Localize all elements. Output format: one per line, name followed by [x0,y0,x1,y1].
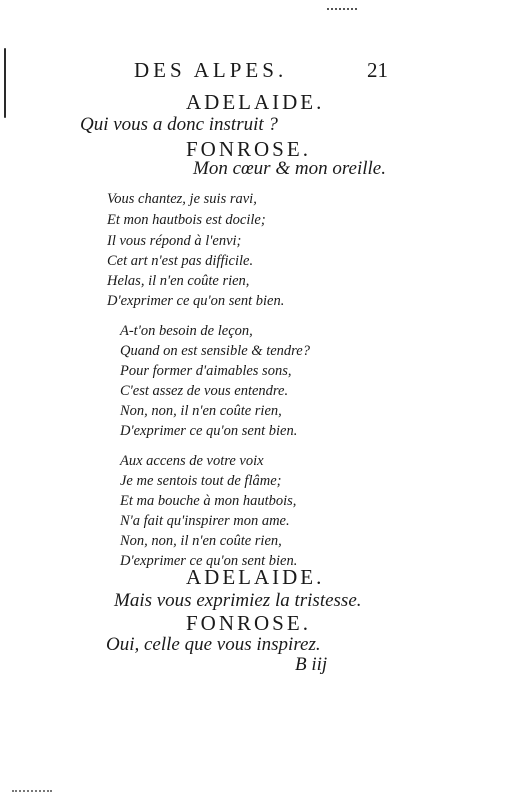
verse-line: D'exprimer ce qu'on sent bien. [107,293,285,309]
verse-line: Non, non, il n'en coûte rien, [120,403,282,419]
dialogue-line: Mais vous exprimiez la tristesse. [114,590,362,611]
speaker-name: FONROSE. [186,611,311,635]
verse-line: Il vous répond à l'envi; [107,233,242,249]
verse-line: C'est assez de vous entendre. [120,383,289,399]
running-head: DES ALPES. [134,58,288,82]
bottom-edge-speckle [12,790,52,792]
verse-line: Aux accens de votre voix [120,453,264,469]
dialogue-line: Oui, celle que vous inspirez. [106,634,321,655]
page-number: 21 [367,58,388,82]
verse-line: Helas, il n'en coûte rien, [107,273,250,289]
verse-line: Pour former d'aimables sons, [120,363,292,379]
verse-line: Et ma bouche à mon hautbois, [120,493,297,509]
verse-line: Quand on est sensible & tendre? [120,343,310,359]
speaker-name: ADELAIDE. [186,90,325,114]
speaker-name: FONROSE. [186,137,311,161]
verse-line: A-t'on besoin de leçon, [120,323,253,339]
signature-mark: B iij [295,654,328,675]
page-header [0,58,507,88]
dialogue-line: Mon cœur & mon oreille. [193,158,386,179]
verse-line: D'exprimer ce qu'on sent bien. [120,423,298,439]
verse-line: Et mon hautbois est docile; [107,212,266,228]
verse-line: D'exprimer ce qu'on sent bien. [120,553,298,569]
verse-line: Je me sentois tout de flâme; [120,473,282,489]
verse-line: Cet art n'est pas difficile. [107,253,254,269]
verse-line: Vous chantez, je suis ravi, [107,191,257,207]
top-edge-speckle [327,8,357,12]
dialogue-line: Qui vous a donc instruit ? [80,114,278,135]
speaker-name: ADELAIDE. [186,565,325,589]
verse-line: Non, non, il n'en coûte rien, [120,533,282,549]
verse-line: N'a fait qu'inspirer mon ame. [120,513,290,529]
